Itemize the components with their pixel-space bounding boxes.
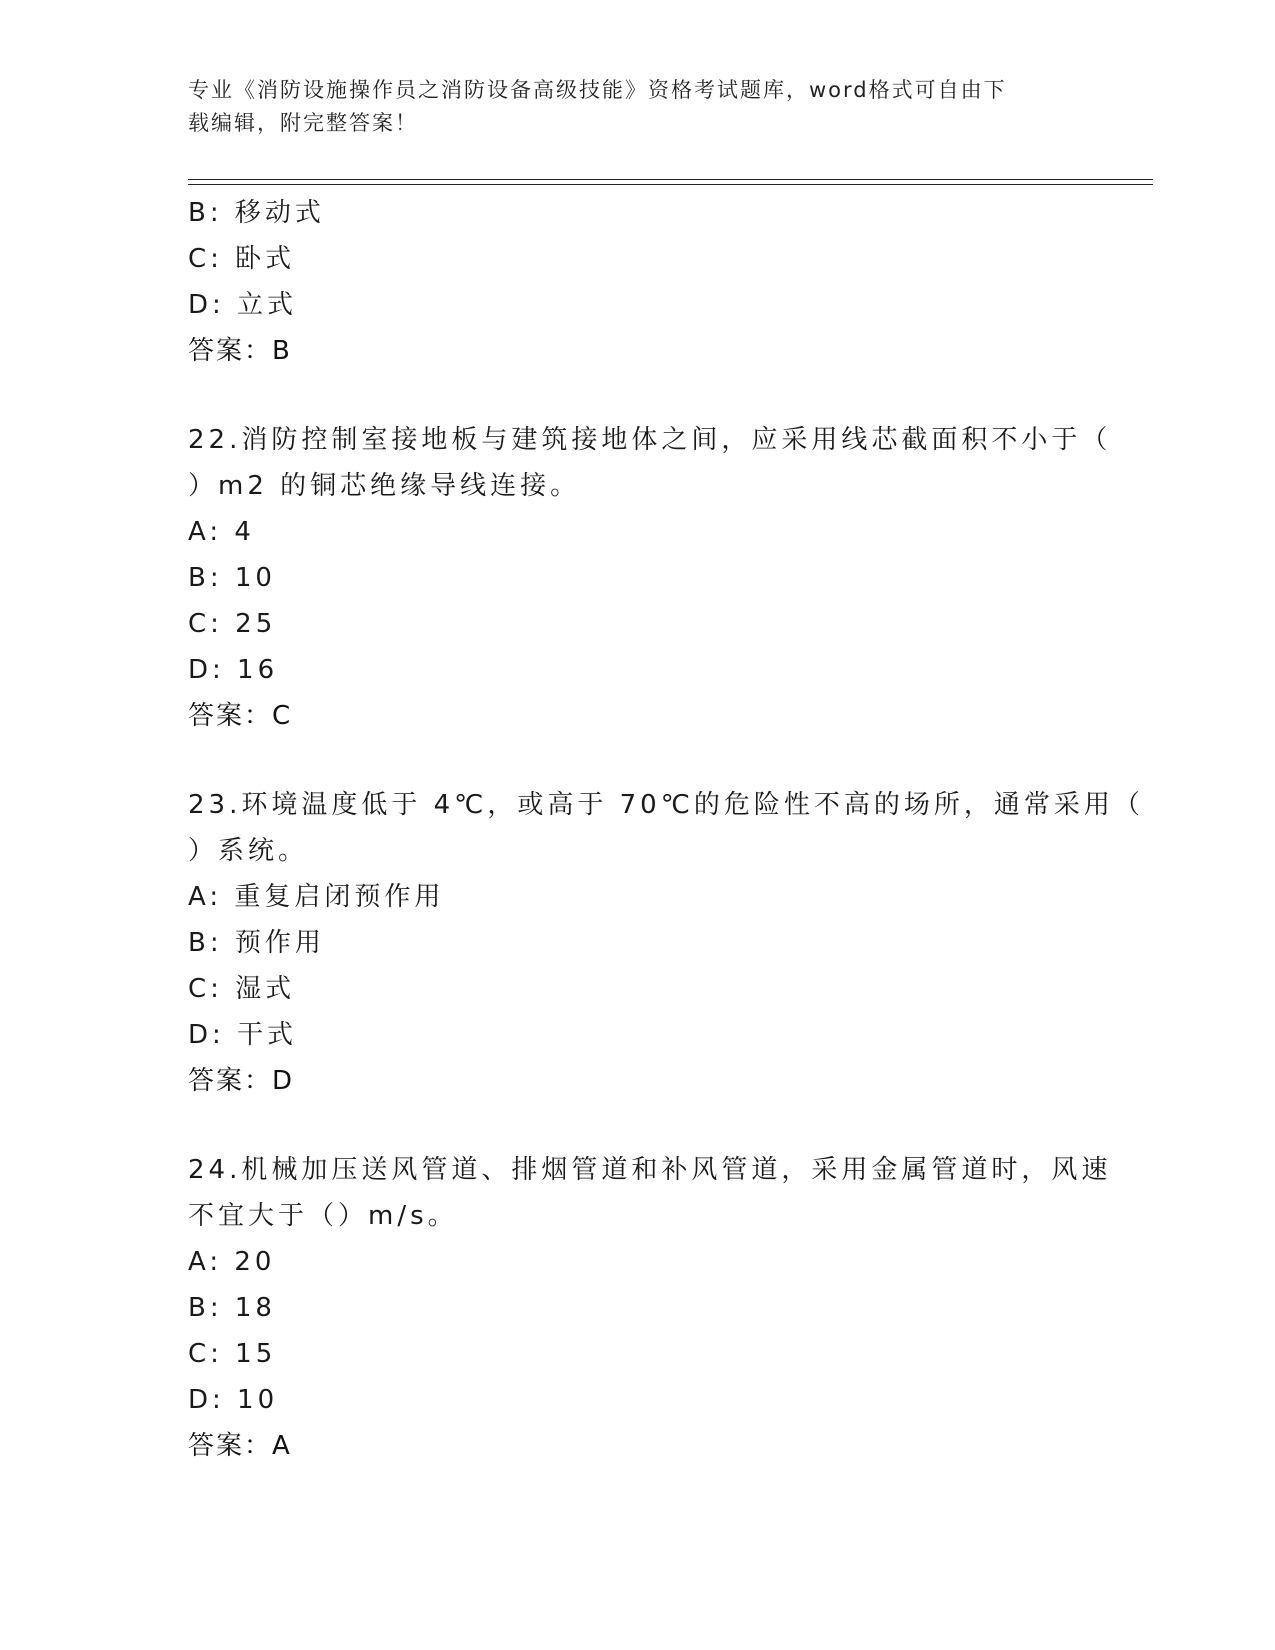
question-22 — [188, 417, 1112, 739]
option-d: D: 16 — [188, 655, 279, 685]
option-d: D: 立式 — [188, 290, 298, 320]
header-rule-bottom — [188, 184, 1153, 185]
question-21-tail — [188, 190, 1088, 374]
stem-line-2: ）m2 的铜芯绝缘导线连接。 — [188, 471, 581, 501]
option-b: B: 移动式 — [188, 198, 325, 228]
header-rule-top — [188, 179, 1153, 180]
option-a: A: 20 — [188, 1247, 276, 1277]
spacer — [188, 739, 1088, 782]
question-list — [188, 190, 1144, 1469]
question-stem — [188, 1147, 1112, 1239]
stem-line-2: ）系统。 — [188, 836, 309, 866]
stem-line-1: 23.环境温度低于 4℃，或高于 70℃的危险性不高的场所，通常采用（ — [188, 790, 1144, 820]
answer: 答案：A — [188, 1431, 292, 1461]
question-stem — [188, 417, 1112, 509]
answer: 答案：B — [188, 336, 292, 366]
question-24 — [188, 1147, 1112, 1469]
option-c: C: 25 — [188, 609, 277, 639]
option-a: A: 重复启闭预作用 — [188, 882, 445, 912]
document-header — [188, 74, 1088, 140]
option-c: C: 卧式 — [188, 244, 296, 274]
option-c: C: 湿式 — [188, 974, 296, 1004]
spacer — [188, 374, 1088, 417]
spacer — [188, 1104, 1088, 1147]
question-23 — [188, 782, 1144, 1104]
option-b: B: 预作用 — [188, 928, 325, 958]
header-line-2: 载编辑，附完整答案！ — [188, 111, 418, 135]
option-b: B: 10 — [188, 563, 276, 593]
answer: 答案：C — [188, 701, 293, 731]
stem-line-2: 不宜大于（）m/s。 — [188, 1201, 458, 1231]
option-b: B: 18 — [188, 1293, 276, 1323]
stem-line-1: 24.机械加压送风管道、排烟管道和补风管道，采用金属管道时，风速 — [188, 1155, 1112, 1185]
option-a: A: 4 — [188, 517, 255, 547]
question-stem — [188, 782, 1144, 874]
header-line-1: 专业《消防设施操作员之消防设备高级技能》资格考试题库，word格式可自由下 — [188, 78, 1007, 102]
option-c: C: 15 — [188, 1339, 277, 1369]
option-d: D: 干式 — [188, 1020, 298, 1050]
option-d: D: 10 — [188, 1385, 279, 1415]
answer: 答案：D — [188, 1066, 295, 1096]
stem-line-1: 22.消防控制室接地板与建筑接地体之间，应采用线芯截面积不小于（ — [188, 425, 1112, 455]
